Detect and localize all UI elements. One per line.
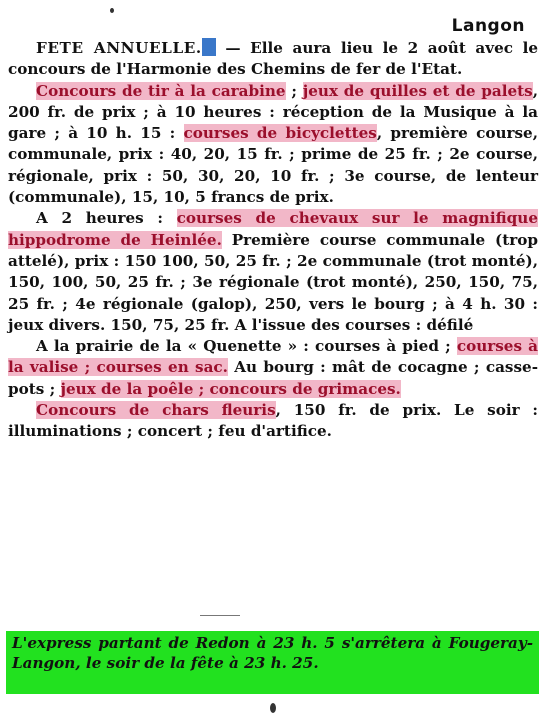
blue-marker (202, 38, 216, 56)
highlight-bicycles: courses de bicyclettes (183, 124, 377, 143)
text-games-2: Au bourg : mât de cocagne ; casse-pots ; (8, 358, 538, 398)
highlight-rifle: Concours de tir à la carabine (36, 81, 286, 100)
highlight-pan: jeux de la poêle ; concours de grimaces. (60, 379, 401, 398)
print-scratch (200, 615, 240, 616)
article-body (8, 38, 538, 443)
text-horses-2: Première course communale (trop attelé), prix : 150 100, 50, 25 fr. ; 2e communale (trot monté), 150, 100, 50, 25 fr. ; 3e régionale (trot monté), 250, 150, 75, 25 fr. ; 4e régionale (galop), 250, vers le bourg ; à 4 h. 30 : jeux divers. 150, 75, 25 fr. A l'issue des courses : défilé (8, 230, 538, 334)
express-train-notice (6, 631, 539, 694)
ink-speck (270, 703, 276, 713)
highlight-skittles: jeux de quilles et de palets (302, 81, 533, 100)
intro-text: — Elle aura lieu le 2 août avec le concours de l'Harmonie des Chemins de fer de l'Etat. (8, 39, 538, 79)
place-heading: Langon (451, 16, 525, 36)
text-evening: , 150 fr. de prix. Le soir : illuminations ; concert ; feu d'artifice. (8, 401, 538, 441)
paragraph-horses (8, 208, 538, 336)
paragraph-evening (8, 400, 538, 443)
highlight-horses: courses de chevaux sur le magnifique hippodrome de Heinlée. (8, 209, 538, 249)
express-train-text: L'express partant de Redon à 23 h. 5 s'arrêtera à Fougeray-Langon, le soir de la fête à 23 h. 25. (12, 634, 533, 672)
text-morning-1: , 200 fr. de prix ; à 10 heures : réception de la Musique à la gare ; à 10 h. 15 : (8, 81, 539, 143)
text-morning-2: , première course, communale, prix : 40, 20, 15 fr. ; prime de 25 fr. ; 2e course, régionale, prix : 50, 30, 20, 10 fr. ; 3e course, de lenteur (communale), 15, 10, 5 francs de prix. (8, 124, 538, 207)
text-sep: ; (285, 81, 303, 100)
text-horses-1: A 2 heures : (36, 209, 177, 228)
ink-speck (110, 8, 114, 13)
text-games-1: A la prairie de la « Quenette » : courses à pied ; (36, 337, 457, 356)
article-title: FETE ANNUELLE. (36, 39, 202, 57)
paragraph-games (8, 336, 538, 400)
paragraph-morning (8, 81, 538, 209)
highlight-suitcase: courses à la valise ; courses en sac. (8, 337, 538, 377)
article-intro (8, 38, 538, 81)
highlight-floats: Concours de chars fleuris (36, 401, 276, 420)
